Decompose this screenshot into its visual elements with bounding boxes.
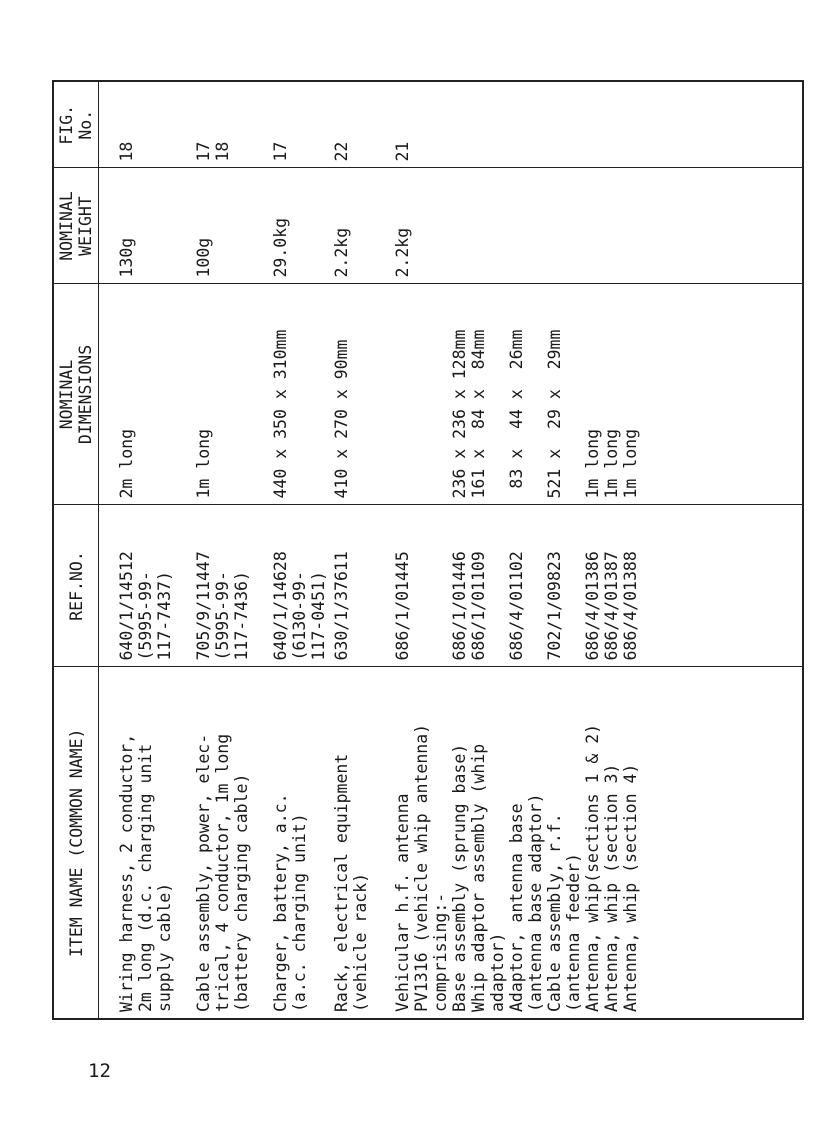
equipment-table-sheet [52, 82, 801, 1020]
ref-no-column [99, 505, 804, 667]
fig-no: 17 [271, 141, 290, 162]
ref-no: 705/9/11447 (5995-99- 117-7436) [194, 551, 251, 661]
table-header-row [53, 81, 99, 1019]
dimensions-column [99, 284, 804, 505]
weight: 29.0kg [271, 217, 290, 278]
item-name: Charger, battery, a.c. (a.c. charging unit) [271, 793, 309, 1012]
weight: 2.2kg [332, 227, 351, 278]
weight-column [99, 168, 804, 284]
fig-no: 18 [117, 141, 136, 162]
fig-no: 21 [393, 141, 412, 162]
ref-no: 640/1/14512 (5995-99- 117-7437) [117, 551, 174, 661]
dimensions: 410 x 270 x 90mm [332, 339, 351, 499]
item-name: Rack, electrical equipment (vehicle rack) [332, 753, 370, 1012]
ref-no: 640/1/14628 (6130-99- 117-0451) [271, 551, 328, 661]
header-fig-no: FIG. No. [53, 81, 99, 168]
header-ref-no: REF.NO. [53, 505, 99, 667]
weight: 2.2kg [393, 227, 412, 278]
fig-no: 17 18 [194, 141, 232, 162]
dimensions: 2m long [117, 428, 136, 499]
dimensions: 440 x 350 x 310mm [271, 329, 290, 499]
table-body-row [99, 81, 804, 1019]
header-weight: NOMINAL WEIGHT [53, 168, 99, 284]
dimensions: 236 x 236 x 128mm 161 x 84 x 84mm 83 x 44 x 26mm 521 x 29 x 29mm 1m long 1m long 1m long [450, 329, 640, 499]
ref-no: 686/1/01445 686/1/01446 686/1/01109 686/4/01102 702/1/09823 686/4/01386 686/4/01387 686/4/01388 [393, 551, 640, 661]
page-number: 12 [88, 1060, 111, 1082]
fig-no-column [99, 81, 804, 168]
fig-no: 22 [332, 141, 351, 162]
weight: 130g [117, 237, 136, 278]
header-item-name: ITEM NAME (COMMON NAME) [53, 667, 99, 1019]
header-dimensions: NOMINAL DIMENSIONS [53, 284, 99, 505]
weight: 100g [194, 237, 213, 278]
dimensions: 1m long [194, 428, 213, 499]
ref-no: 630/1/37611 [332, 551, 351, 661]
equipment-table [52, 80, 804, 1020]
item-name: Vehicular h.f. antenna PV1316 (vehicle whip antenna) comprising:- Base assembly (sprung base) Whip adaptor assembly (whip adaptor) Adaptor, antenna base (antenna base adaptor) Cable assembly, r.f. (antenna feeder) Antenna, whip(sections 1 & 2) Antenna, whip (section 3) Antenna, whip (section 4) [393, 723, 640, 1012]
item-name: Wiring harness, 2 conductor, 2m long (d.c. charging unit supply cable) [117, 733, 174, 1012]
item-name: Cable assembly, power, elec- trical, 4 conductor, 1m long (battery charging cable) [194, 733, 251, 1012]
item-name-column [99, 667, 804, 1019]
